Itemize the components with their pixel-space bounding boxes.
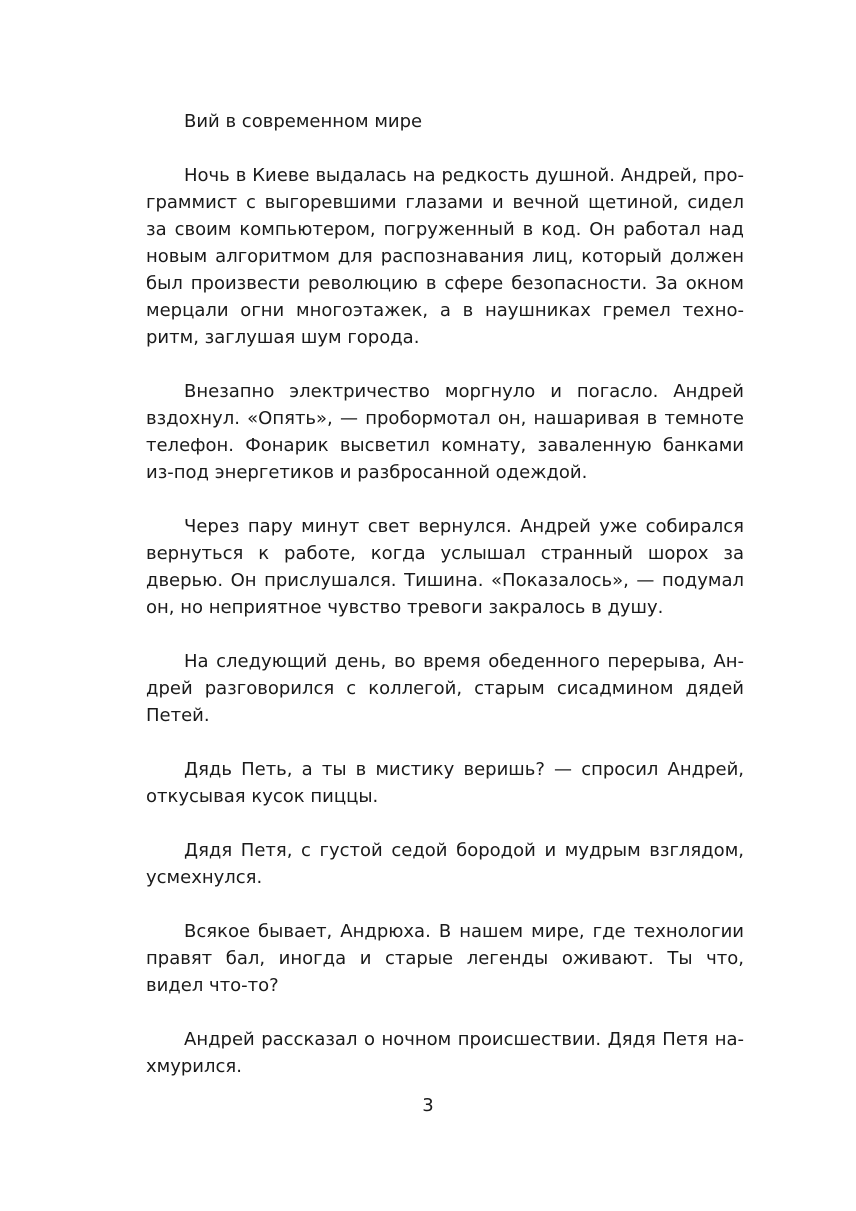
- page-number: 3: [422, 1095, 434, 1116]
- paragraph-7: Всякое бывает, Андрюха. В нашем мире, где технологии правят бал, иногда и старые легенды оживают. Ты что, видел что-то?: [146, 921, 744, 996]
- paragraph-8: Андрей рассказал о ночном происшествии. Дядя Петя нахмурился.: [146, 1029, 744, 1077]
- chapter-title: Вий в современном мире: [184, 111, 423, 132]
- paragraph-1: Ночь в Киеве выдалась на редкость душной. Андрей, программист с выгоревшими глазами и вечной щетиной, сидел за своим компьютером, погруженный в код. Он работал над новым алгоритмом для распознавания лиц, который должен был произвести революцию в сфере безопасности. За окном мерцали огни многоэтажек, а в наушниках гремел техно-ритм, заглушая шум города.: [146, 165, 744, 348]
- paragraph-5: Дядь Петь, а ты в мистику веришь? — спросил Андрей, откусывая кусок пиццы.: [146, 759, 744, 807]
- paragraph-2: Внезапно электричество моргнуло и погасло. Андрей вздохнул. «Опять», — пробормотал он, нашаривая в темноте телефон. Фонарик высветил комнату, заваленную банками из-под энергетиков и разбросанной одеждой.: [146, 381, 744, 483]
- document-body: [146, 108, 744, 1107]
- paragraph-6: Дядя Петя, с густой седой бородой и мудрым взглядом, усмехнулся.: [146, 840, 744, 888]
- paragraph-3: Через пару минут свет вернулся. Андрей уже собирался вернуться к работе, когда услышал странный шорох за дверью. Он прислушался. Тишина. «Показалось», — подумал он, но неприятное чувство тревоги закралось в душу.: [146, 516, 744, 618]
- paragraph-4: На следующий день, во время обеденного перерыва, Андрей разговорился с коллегой, старым сисадмином дядей Петей.: [146, 651, 744, 726]
